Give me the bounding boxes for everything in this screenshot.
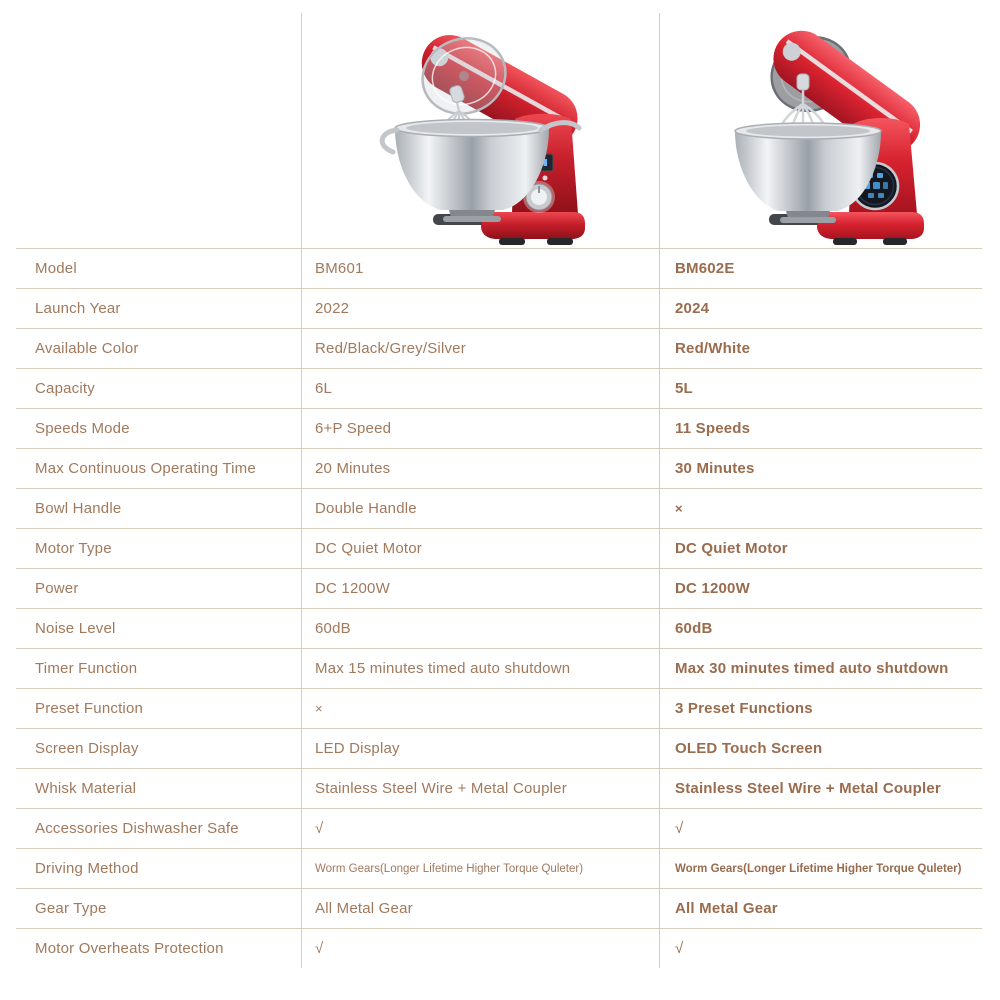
spec-value-bm601: √ <box>302 929 660 968</box>
spec-value-bm601: LED Display <box>302 729 660 768</box>
spec-value-bm601: DC Quiet Motor <box>302 529 660 568</box>
spec-label: Driving Method <box>16 849 302 888</box>
table-row <box>16 888 982 928</box>
table-row <box>16 288 982 328</box>
spec-label: Whisk Material <box>16 769 302 808</box>
table-row <box>16 928 982 968</box>
spec-value-bm601: Double Handle <box>302 489 660 528</box>
table-row <box>16 368 982 408</box>
product-image-cell-bm602e <box>660 13 982 248</box>
spec-value-bm602e: Worm Gears(Longer Lifetime Higher Torque Quleter) <box>675 862 962 875</box>
spec-value-bm602e: 3 Preset Functions <box>675 700 813 717</box>
spec-value-bm601: DC 1200W <box>302 569 660 608</box>
product-image-row <box>16 13 982 248</box>
spec-value-bm602e: Stainless Steel Wire + Metal Coupler <box>675 780 941 797</box>
table-row <box>16 448 982 488</box>
spec-value-bm602e: DC Quiet Motor <box>675 540 788 557</box>
spec-value-bm601: All Metal Gear <box>302 889 660 928</box>
spec-label: Bowl Handle <box>16 489 302 528</box>
spec-value-bm601: BM601 <box>302 249 660 288</box>
table-row <box>16 528 982 568</box>
spec-label: Capacity <box>16 369 302 408</box>
table-row <box>16 608 982 648</box>
spec-label: Motor Type <box>16 529 302 568</box>
spec-label: Speeds Mode <box>16 409 302 448</box>
spec-value-bm602e: 2024 <box>675 300 710 317</box>
spec-value-bm601: × <box>302 689 660 728</box>
spec-label: Power <box>16 569 302 608</box>
table-row <box>16 648 982 688</box>
spec-label: Preset Function <box>16 689 302 728</box>
spec-label: Available Color <box>16 329 302 368</box>
spec-value-bm601: 2022 <box>302 289 660 328</box>
spec-value-bm602e: Max 30 minutes timed auto shutdown <box>675 660 949 677</box>
table-row <box>16 568 982 608</box>
spec-label: Launch Year <box>16 289 302 328</box>
spec-value-bm601: Stainless Steel Wire + Metal Coupler <box>302 769 660 808</box>
spec-value-bm601: 60dB <box>302 609 660 648</box>
spec-label: Motor Overheats Protection <box>16 929 302 968</box>
spec-value-bm602e: Red/White <box>675 340 751 357</box>
image-row-empty-cell <box>16 13 302 248</box>
product-image-cell-bm601 <box>302 13 660 248</box>
spec-value-bm601: 6L <box>302 369 660 408</box>
spec-label: Noise Level <box>16 609 302 648</box>
spec-value-bm602e: √ <box>675 940 684 957</box>
table-row <box>16 728 982 768</box>
spec-value-bm602e: 11 Speeds <box>675 420 751 437</box>
spec-label: Gear Type <box>16 889 302 928</box>
spec-value-bm602e: 30 Minutes <box>675 460 755 477</box>
table-row <box>16 328 982 368</box>
spec-value-bm602e: × <box>675 501 683 516</box>
table-row <box>16 848 982 888</box>
table-row <box>16 488 982 528</box>
table-row <box>16 408 982 448</box>
spec-label: Model <box>16 249 302 288</box>
spec-value-bm602e: 5L <box>675 380 693 397</box>
spec-value-bm601: √ <box>302 809 660 848</box>
spec-value-bm602e: OLED Touch Screen <box>675 740 823 757</box>
spec-table <box>16 248 982 968</box>
spec-value-bm602e: √ <box>675 820 684 837</box>
table-row <box>16 768 982 808</box>
spec-value-bm601: Red/Black/Grey/Silver <box>302 329 660 368</box>
table-row <box>16 688 982 728</box>
stand-mixer-bm602e-image <box>711 16 931 248</box>
spec-value-bm601: 20 Minutes <box>302 449 660 488</box>
spec-value-bm601: 6+P Speed <box>302 409 660 448</box>
stand-mixer-bm601-image <box>371 16 591 248</box>
spec-value-bm602e: 60dB <box>675 620 713 637</box>
table-row <box>16 808 982 848</box>
spec-value-bm602e: DC 1200W <box>675 580 750 597</box>
spec-value-bm602e: All Metal Gear <box>675 900 778 917</box>
spec-label: Timer Function <box>16 649 302 688</box>
spec-label: Accessories Dishwasher Safe <box>16 809 302 848</box>
spec-value-bm601: Max 15 minutes timed auto shutdown <box>302 649 660 688</box>
spec-value-bm601: Worm Gears(Longer Lifetime Higher Torque Quleter) <box>302 849 660 888</box>
comparison-page <box>16 13 982 968</box>
spec-label: Screen Display <box>16 729 302 768</box>
spec-value-bm602e: BM602E <box>675 260 735 277</box>
spec-label: Max Continuous Operating Time <box>16 449 302 488</box>
table-row <box>16 248 982 288</box>
